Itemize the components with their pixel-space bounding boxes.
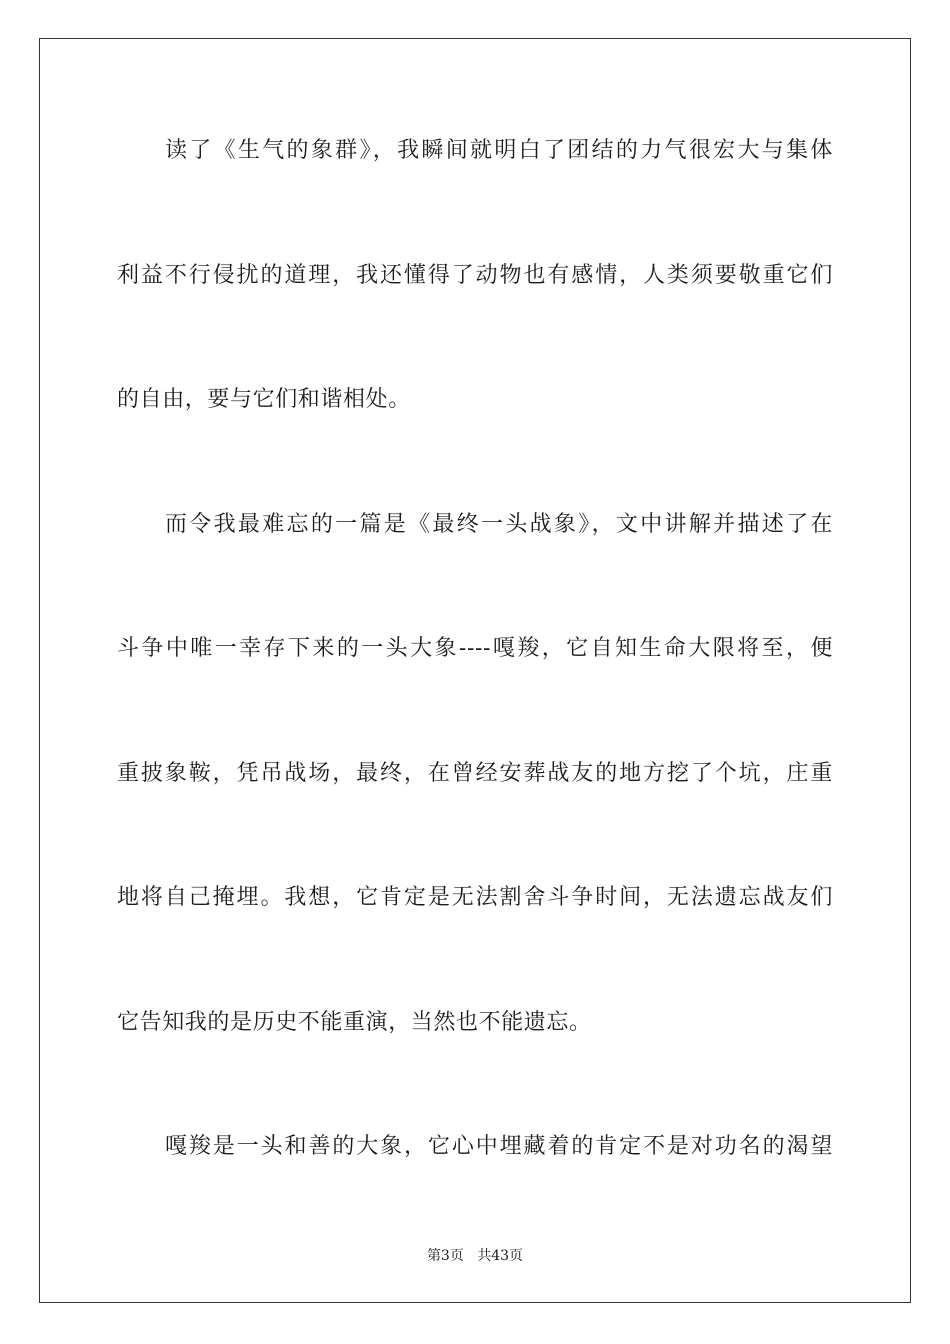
text-line: 读了《生气的象群》，我瞬间就明白了团结的力气很宏大与集体 xyxy=(165,138,833,163)
text-line: 而令我最难忘的一篇是《最终一头战象》，文中讲解并描述了在 xyxy=(165,512,833,537)
page-number: 第3页 xyxy=(426,1248,464,1264)
text-line: 嘎羧是一头和善的大象，它心中埋藏着的肯定不是对功名的渴望 xyxy=(165,1134,833,1159)
text-line: 它告知我的是历史不能重演，当然也不能遗忘。 xyxy=(117,1010,592,1035)
text-line: 的自由，要与它们和谐相处。 xyxy=(117,387,411,412)
text-line: 利益不行侵扰的道理，我还懂得了动物也有感情，人类须要敬重它们 xyxy=(117,263,833,288)
page-border xyxy=(39,38,911,1303)
page-total: 共43页 xyxy=(477,1248,524,1264)
text-line: 重披象鞍，凭吊战场，最终，在曾经安葬战友的地方挖了个坑，庄重 xyxy=(117,761,833,786)
page-footer xyxy=(0,1246,950,1266)
text-line: 地将自己掩埋。我想，它肯定是无法割舍斗争时间，无法遗忘战友们 xyxy=(117,885,833,910)
text-line: 斗争中唯一幸存下来的一头大象----嘎羧，它自知生命大限将至，便 xyxy=(117,636,833,661)
